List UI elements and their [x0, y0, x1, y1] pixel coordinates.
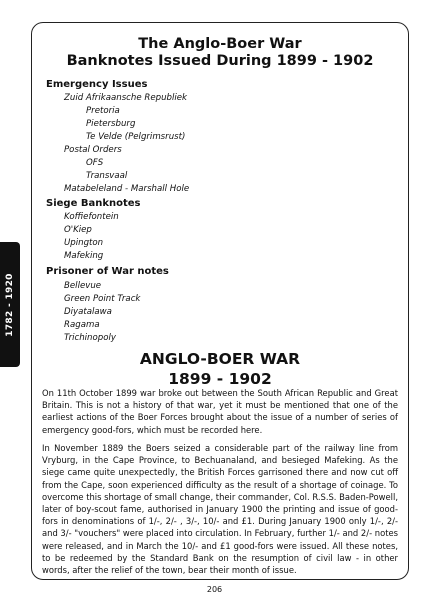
page-title-line1: The Anglo-Boer War: [138, 36, 302, 52]
list-item: Transvaal: [86, 171, 128, 181]
list-item: Postal Orders: [64, 145, 122, 155]
list-item: Green Point Track: [64, 294, 141, 304]
page-title-line2: Banknotes Issued During 1899 - 1902: [66, 53, 374, 69]
list-item: Mafeking: [64, 251, 104, 261]
list-item: Upington: [64, 238, 104, 248]
list-item: Pretoria: [86, 106, 120, 116]
article-subtitle: 1899 - 1902: [168, 370, 272, 388]
side-tab-label: 1782 - 1920: [5, 272, 15, 337]
list-item: Matabeleland - Marshall Hole: [64, 184, 190, 194]
article-paragraph-2: In November 1889 the Boers seized a considerable part of the railway line from Vryburg, in the Cape Province, to Bechuanaland, and besieged Mafeking. As the siege came quite unexpectedly, the British Forces garrisoned there and now cut off from the Cape, soon experienced difficulty as the result of a shortage of coinage. To overcome this shortage of small change, their commander, Col. R.S.S. Baden-Powell, later of boy-scout fame, authorised in January 1900 the printing and issue of good-fors in denominations of 1/-, 2/- , 3/-, 10/- and £1. During January 1900 only 1/-, 2/- and 3/- "vouchers" were placed into circulation. In February, further 1/- and 2/- notes were released, and in March the 10/- and £1 good-fors were issued. All these notes, to be redeemed by the Standard Bank on the resumption of civil law - in other words, after the relief of the town, bear their month of issue.: [42, 443, 398, 576]
list-item: Pietersburg: [86, 119, 136, 129]
article-paragraph-1: On 11th October 1899 war broke out between the South African Republic and Great Britain. This is not a history of that war, yet it must be mentioned that one of the earliest actions of the Boer Forces brought about the issue of a number of series of emergency good-fors, which must be recorded here.: [42, 388, 398, 435]
list-item: Koffiefontein: [64, 212, 119, 222]
page-number: 206: [206, 585, 223, 594]
list-item: Te Velde (Pelgrimsrust): [86, 132, 186, 142]
list-item: Zuid Afrikaansche Republiek: [64, 93, 188, 103]
list-item: Diyatalawa: [64, 307, 112, 317]
list-item: Bellevue: [64, 281, 102, 291]
side-tab: [0, 242, 20, 367]
section-heading-pow: Prisoner of War notes: [46, 266, 169, 277]
list-item: Trichinopoly: [64, 333, 116, 343]
list-item: Ragama: [64, 320, 100, 330]
section-heading-siege: Siege Banknotes: [46, 198, 141, 209]
list-item: O'Kiep: [64, 225, 92, 235]
list-item: OFS: [86, 158, 104, 168]
article-title: ANGLO-BOER WAR: [139, 350, 301, 368]
section-heading-emergency: Emergency Issues: [46, 79, 148, 90]
